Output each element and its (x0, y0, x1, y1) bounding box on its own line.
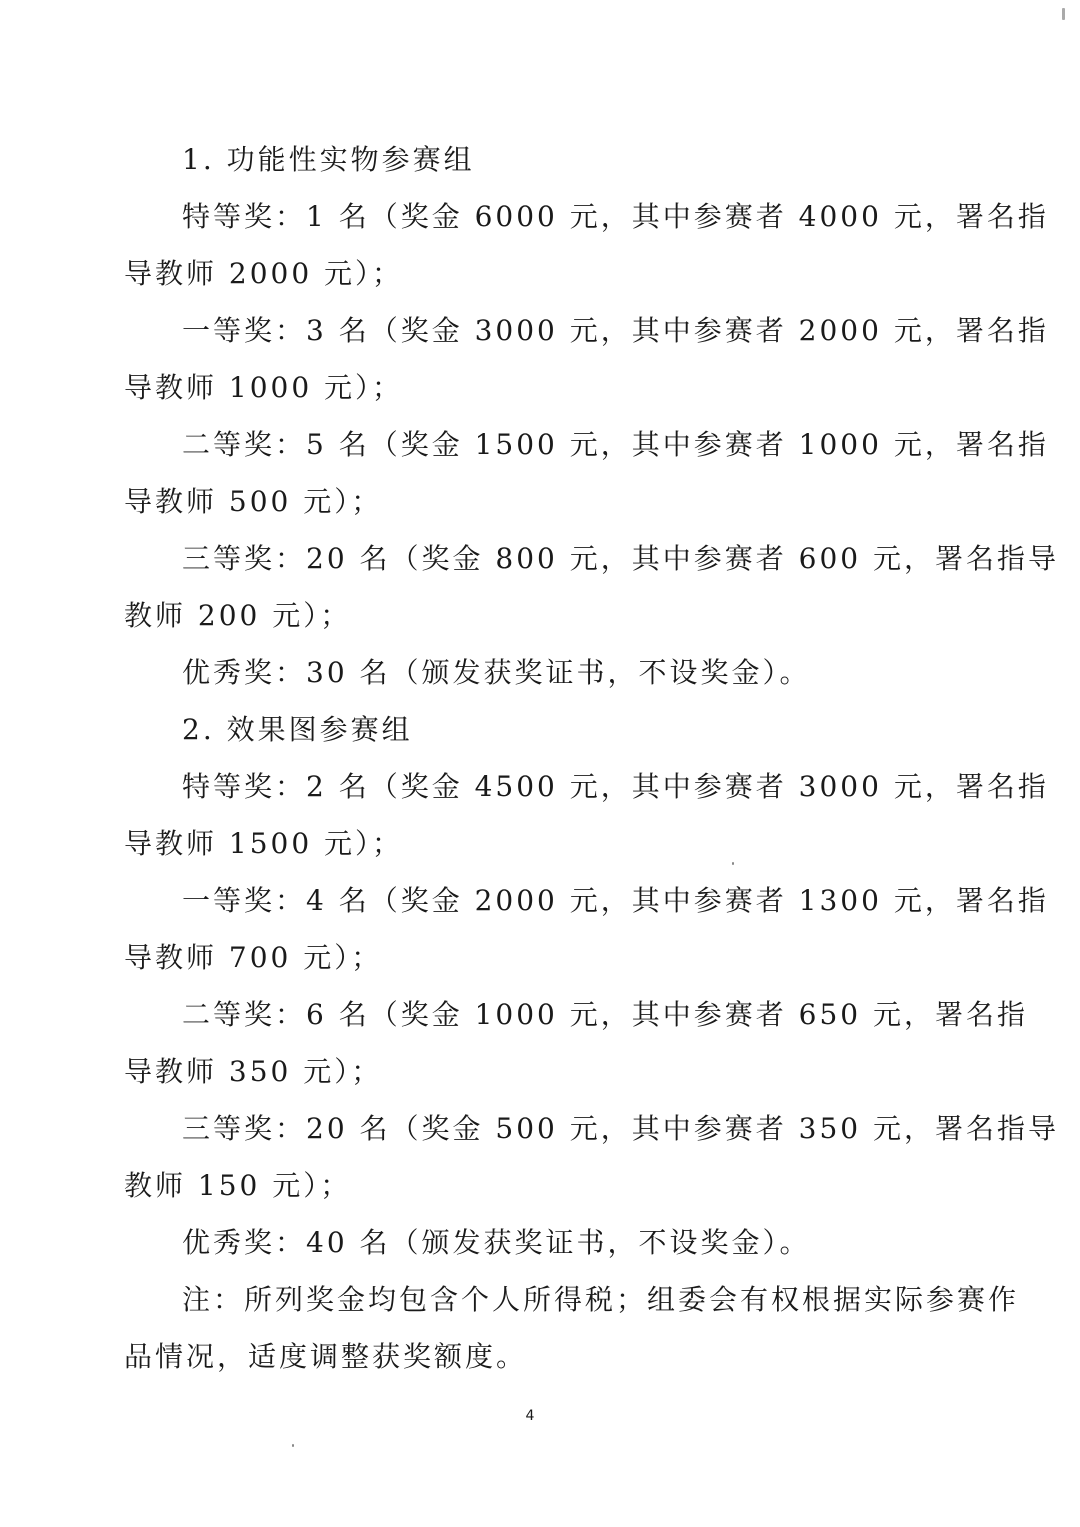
paragraph-line: 导教师 350 元）； (124, 1055, 383, 1088)
paragraph-line: 优秀奖：40 名（颁发获奖证书，不设奖金）。 (182, 1226, 811, 1259)
paragraph-line: 一等奖：4 名（奖金 2000 元，其中参赛者 1300 元，署名指 (182, 884, 1049, 917)
paragraph-line: 三等奖：20 名（奖金 800 元，其中参赛者 600 元，署名指导 (182, 542, 1060, 575)
paragraph-line: 导教师 1500 元）； (124, 827, 404, 860)
paragraph-line: 教师 150 元）； (124, 1169, 352, 1202)
paragraph-line: 二等奖：6 名（奖金 1000 元，其中参赛者 650 元，署名指 (182, 998, 1029, 1031)
scan-speck (292, 1444, 294, 1447)
paragraph-line: 一等奖：3 名（奖金 3000 元，其中参赛者 2000 元，署名指 (182, 314, 1049, 347)
paragraph-line: 导教师 500 元）； (124, 485, 383, 518)
paragraph-line: 导教师 2000 元）； (124, 257, 404, 290)
paragraph-line: 导教师 1000 元）； (124, 371, 404, 404)
scan-speck (732, 862, 734, 865)
note-line: 品情况，适度调整获奖额度。 (124, 1340, 528, 1373)
section-heading-rendering-entries: 2. 效果图参赛组 (182, 713, 413, 746)
paragraph-line: 特等奖：2 名（奖金 4500 元，其中参赛者 3000 元，署名指 (182, 770, 1049, 803)
section-heading-functional-entries: 1. 功能性实物参赛组 (182, 143, 475, 176)
paragraph-line: 特等奖：1 名（奖金 6000 元，其中参赛者 4000 元，署名指 (182, 200, 1049, 233)
paragraph-line: 三等奖：20 名（奖金 500 元，其中参赛者 350 元，署名指导 (182, 1112, 1060, 1145)
paragraph-line: 导教师 700 元）； (124, 941, 383, 974)
paragraph-line: 优秀奖：30 名（颁发获奖证书，不设奖金）。 (182, 656, 811, 689)
note-line: 注：所列奖金均包含个人所得税；组委会有权根据实际参赛作 (182, 1283, 1020, 1316)
scan-mark (1062, 8, 1065, 20)
page-number: 4 (525, 1408, 535, 1424)
paragraph-line: 二等奖：5 名（奖金 1500 元，其中参赛者 1000 元，署名指 (182, 428, 1049, 461)
paragraph-line: 教师 200 元）； (124, 599, 352, 632)
